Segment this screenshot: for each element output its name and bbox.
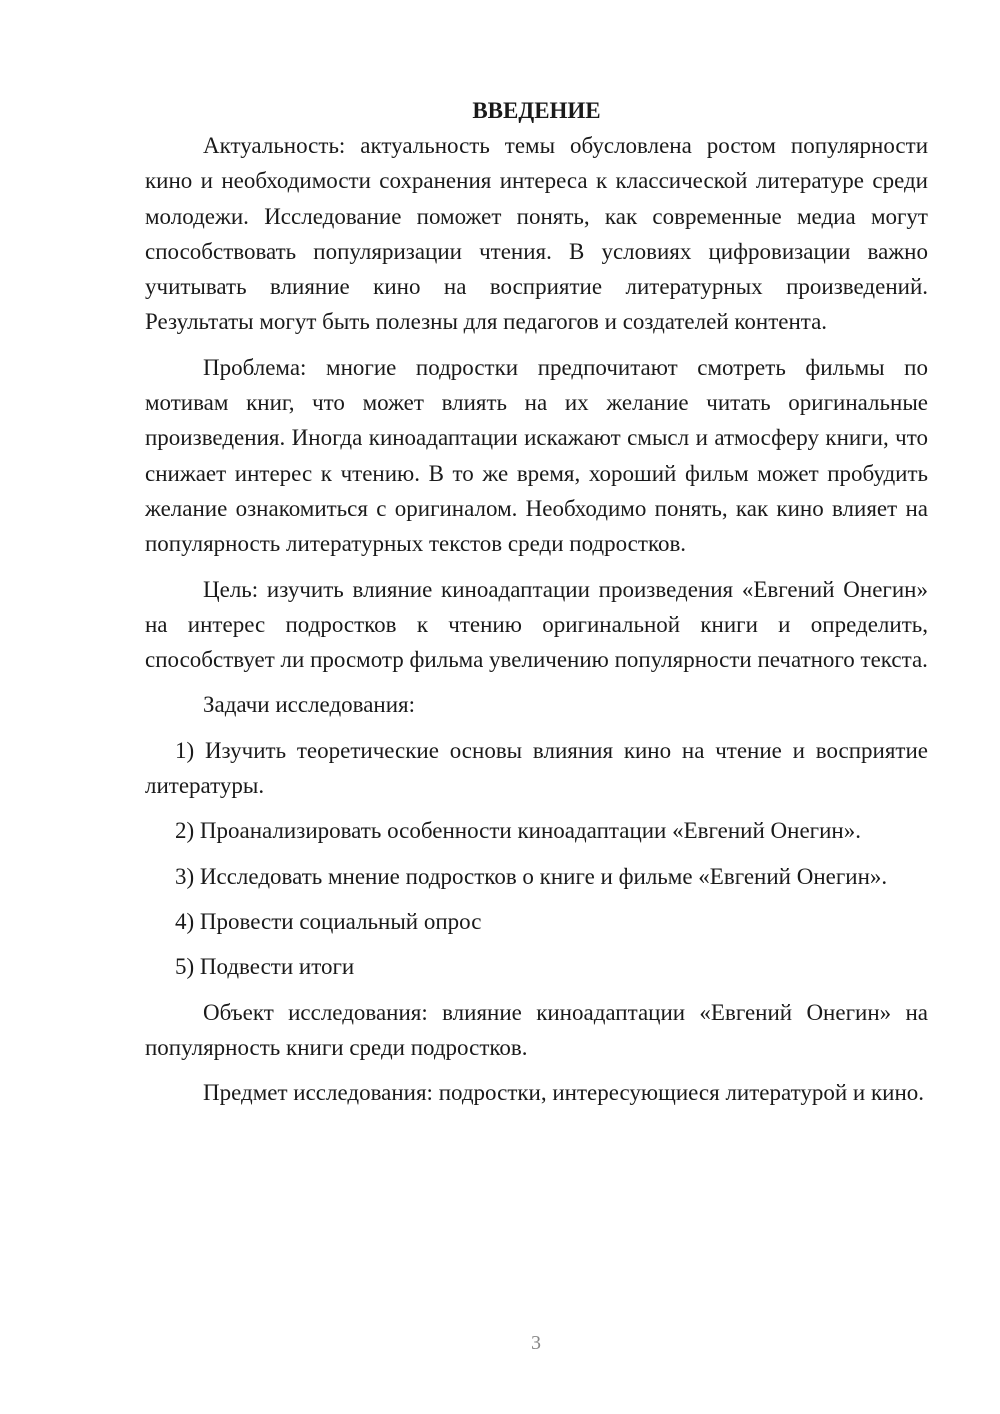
task-item-3: 3) Исследовать мнение подростков о книге и фильме «Евгений Онегин». [175, 863, 888, 889]
goal-paragraph: Цель: изучить влияние киноадаптации произведения «Евгений Онегин» на интерес подростков к чтению оригинальной книги и определить, способствует ли просмотр фильма увеличению популярности печатного текста. [145, 576, 928, 673]
subject-paragraph: Предмет исследования: подростки, интересующиеся литературой и кино. [203, 1080, 925, 1106]
tasks-heading: Задачи исследования: [203, 692, 416, 718]
page-number: 3 [531, 1332, 541, 1354]
task-item-2: 2) Проанализировать особенности киноадаптации «Евгений Онегин». [175, 818, 861, 844]
task-item-4: 4) Провести социальный опрос [175, 908, 482, 934]
object-paragraph: Объект исследования: влияние киноадаптации «Евгений Онегин» на популярность книги среди подростков. [145, 999, 928, 1060]
task-item-1: 1) Изучить теоретические основы влияния кино на чтение и восприятие литературы. [145, 737, 928, 799]
task-item-5: 5) Подвести итоги [175, 954, 355, 980]
relevance-paragraph: Актуальность: актуальность темы обусловлена ростом популярности кино и необходимости сохранения интереса к классической литературе среди молодежи. Исследование поможет понять, как современные медиа могут способствовать популяризации чтения. В условиях цифровизации важно учитывать влияние кино на восприятие литературных произведений. Результаты могут быть полезны для педагогов и создателей контента. [145, 133, 928, 335]
problem-paragraph: Проблема: многие подростки предпочитают смотреть фильмы по мотивам книг, что может влиять на их желание читать оригинальные произведения. Иногда киноадаптации искажают смысл и атмосферу книги, что снижает интерес к чтению. В то же время, хороший фильм может пробудить желание ознакомиться с оригиналом. Необходимо понять, как кино влияет на популярность литературных текстов среди подростков. [145, 354, 928, 557]
section-title: ВВЕДЕНИЕ [472, 98, 601, 123]
document-page [145, 95, 928, 1110]
